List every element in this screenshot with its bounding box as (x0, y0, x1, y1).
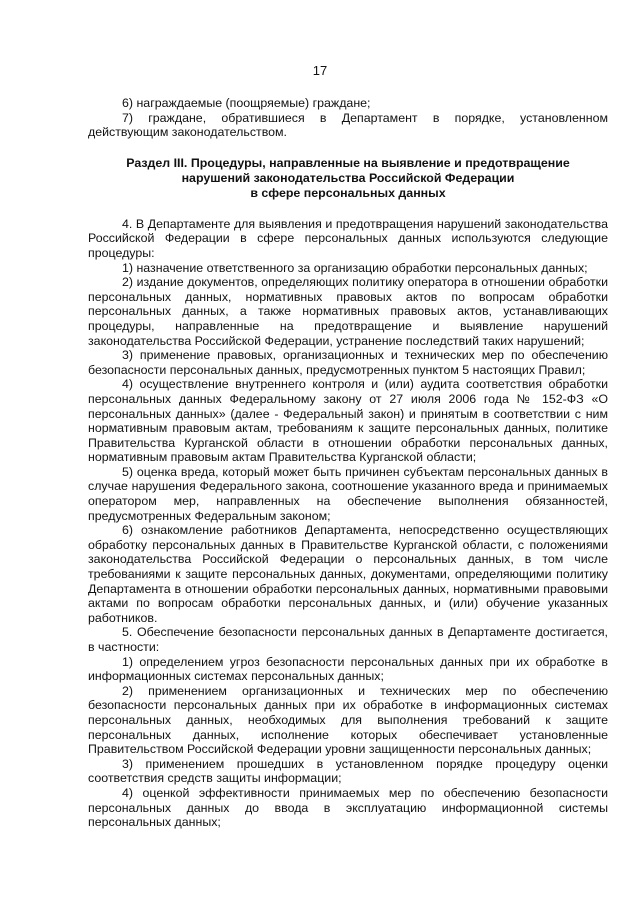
page-number: 17 (312, 63, 328, 78)
list-item: 6) ознакомление работников Департамента, непосредственно осуществляющих обработку персональных данных в Правительстве Курганской области, с положениями законодательства Российской Федерации о персональных данных, в том числе требованиями к защите персональных данных, документами, определяющими политику Департамента в отношении обработки персональных данных, нормативными правовыми актами по вопросам обработки персональных данных, и (или) обучение указанных работников. (88, 523, 608, 625)
list-item: 3) применением прошедших в установленном порядке процедуру оценки соответствия средств защиты информации; (88, 756, 608, 786)
list-item: 6) награждаемые (поощряемые) граждане; (122, 96, 371, 110)
list-item: 5) оценка вреда, который может быть причинен субъектам персональных данных в случае нарушения Федерального закона, соотношение указанного вреда и принимаемых оператором мер, направленных на обеспечение выполнения обязанностей, предусмотренных Федеральным законом; (88, 464, 608, 523)
list-item: 4) осуществление внутреннего контроля и (или) аудита соответствия обработки персональных данных Федеральному закону от 27 июля 2006 года № 152-ФЗ «О персональных данных» (далее - Федеральный закон) и принятым в соответствии с ним нормативным правовым актам, требованиям к защите персональных данных, политике Правительства Курганской области в отношении обработки персональных данных, нормативным правовым актам Правительства Курганской области; (88, 377, 608, 465)
clause-5-intro: 5. Обеспечение безопасности персональных данных в Департаменте достигается, в частности: (88, 625, 608, 654)
document-body (88, 96, 608, 830)
clause-4-intro: 4. В Департаменте для выявления и предотвращения нарушений законодательства Российской Федерации в сфере персональных данных используются следующие процедуры: (88, 216, 608, 260)
list-item: 2) издание документов, определяющих политику оператора в отношении обработки персональных данных, нормативных правовых актов по вопросам обработки персональных данных, а также нормативных правовых актов, устанавливающих процедуры, направленные на предотвращение и выявление нарушений законодательства Российской Федерации, устранение последствий таких нарушений; (88, 275, 608, 348)
list-item: 7) граждане, обратившиеся в Департамент в порядке, установленном действующим законодательством. (88, 110, 608, 140)
list-item: 3) применение правовых, организационных и технических мер по обеспечению безопасности персональных данных, предусмотренных пунктом 5 настоящих Правил; (88, 348, 608, 377)
list-item: 1) определением угроз безопасности персональных данных при их обработке в информационных системах персональных данных; (88, 654, 608, 684)
section-heading: Раздел III. Процедуры, направленные на выявление и предотвращение нарушений законодательства Российской Федерации в сфере персональных данных (126, 155, 570, 200)
list-item: 4) оценкой эффективности принимаемых мер по обеспечению безопасности персональных данных до ввода в эксплуатацию информационной системы персональных данных; (88, 785, 608, 830)
list-item: 2) применением организационных и технических мер по обеспечению безопасности персональных данных при их обработке в информационных системах персональных данных, необходимых для выполнения требований к защите персональных данных, исполнение которых обеспечивает установленные Правительством Российской Федерации уровни защищенности персональных данных; (88, 683, 608, 757)
list-item: 1) назначение ответственного за организацию обработки персональных данных; (122, 260, 588, 275)
